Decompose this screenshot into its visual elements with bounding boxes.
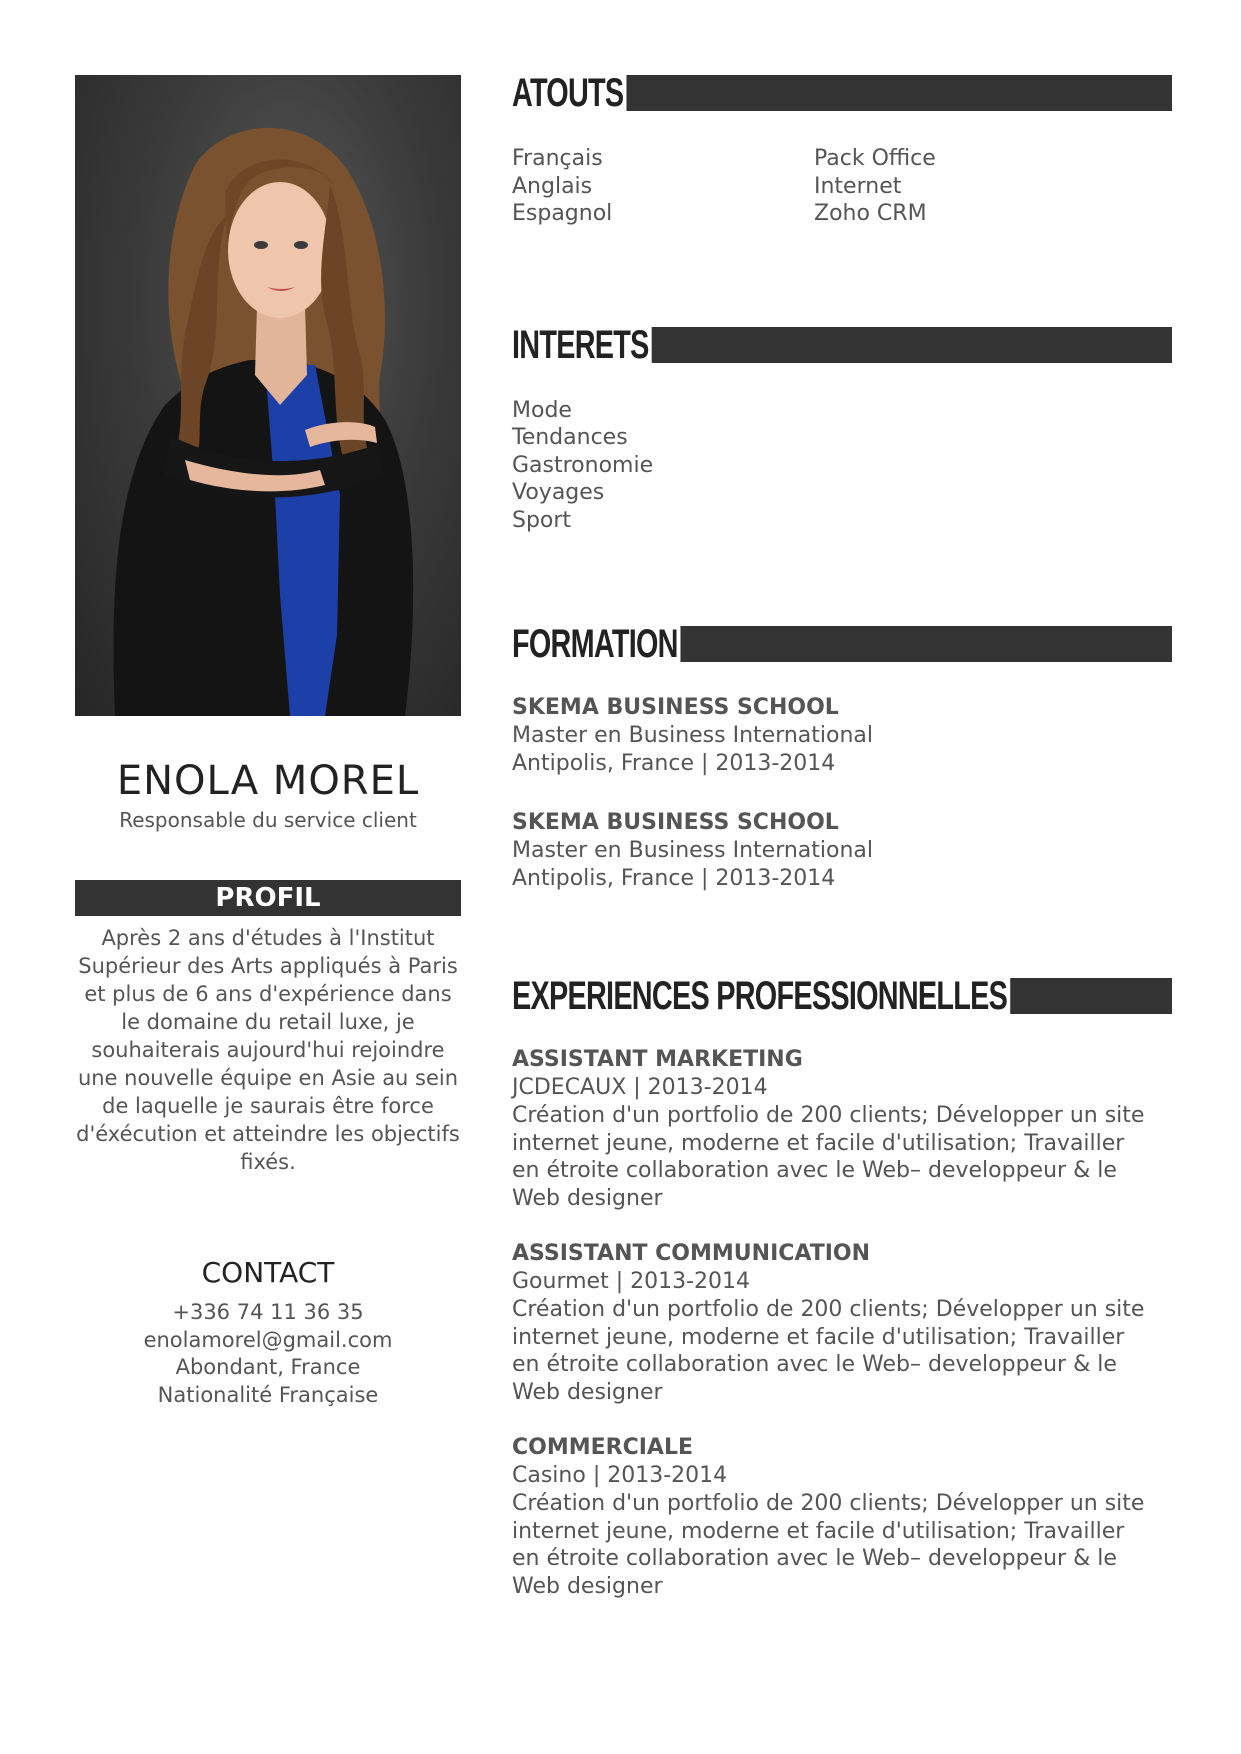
- right-column: [512, 71, 1172, 1600]
- role-title: ASSISTANT MARKETING: [512, 1047, 803, 1072]
- person-name: ENOLA MOREL: [116, 758, 420, 804]
- company-date: Casino | 2013-2014: [512, 1463, 728, 1488]
- formation-entry: [512, 809, 1172, 893]
- experience-entry: [512, 1046, 1172, 1212]
- tools-list: [814, 145, 1116, 228]
- atouts-heading: ATOUTS: [512, 71, 626, 115]
- company-date: Gourmet | 2013-2014: [512, 1269, 751, 1294]
- contact-email: enolamorel@gmail.com: [143, 1327, 393, 1352]
- profile-photo: [75, 75, 461, 716]
- role-description: Création d'un portfolio de 200 clients; Développer un site internet jeune, moderne et facile d'utilisation; Travailler en étroite collaboration avec le Web– developpeur & le Web designer: [512, 1491, 1145, 1599]
- role-description: Création d'un portfolio de 200 clients; Développer un site internet jeune, moderne et facile d'utilisation; Travailler en étroite collaboration avec le Web– developpeur & le Web designer: [512, 1297, 1145, 1405]
- profile-heading: PROFIL: [75, 880, 461, 916]
- language-item: Anglais: [512, 173, 593, 199]
- school-name: SKEMA BUSINESS SCHOOL: [512, 810, 839, 835]
- contact-nationality: Nationalité Française: [157, 1382, 379, 1407]
- language-item: Français: [512, 146, 603, 171]
- atouts-section-header: [512, 71, 1172, 115]
- interet-item: Sport: [512, 507, 572, 533]
- experiences-heading: EXPERIENCES PROFESSIONNELLES: [512, 974, 1010, 1018]
- interets-list: [512, 397, 1172, 535]
- degree: Master en Business International: [512, 723, 874, 748]
- contact-phone: +336 74 11 36 35: [172, 1300, 364, 1324]
- formation-section-header: [512, 622, 1172, 666]
- company-date: JCDECAUX | 2013-2014: [512, 1075, 768, 1100]
- interets-section-header: [512, 322, 1172, 367]
- languages-list: [512, 145, 814, 228]
- experience-entry: [512, 1434, 1172, 1600]
- portrait-illustration: [75, 75, 461, 716]
- contact-details: [75, 1299, 461, 1409]
- school-name: SKEMA BUSINESS SCHOOL: [512, 695, 839, 720]
- place-date: Antipolis, France | 2013-2014: [512, 866, 836, 891]
- experiences-section-header: [512, 974, 1172, 1018]
- tool-item: Pack Office: [814, 146, 936, 171]
- role-title: ASSISTANT COMMUNICATION: [512, 1241, 871, 1266]
- atouts-columns: [512, 145, 1172, 228]
- job-title: Responsable du service client: [119, 808, 417, 832]
- formation-heading: FORMATION: [512, 622, 681, 666]
- language-item: Espagnol: [512, 201, 613, 226]
- interet-item: Tendances: [512, 425, 628, 450]
- interet-item: Gastronomie: [512, 452, 654, 478]
- role-title: COMMERCIALE: [512, 1435, 694, 1460]
- interet-item: Mode: [512, 397, 572, 423]
- formation-entry: [512, 694, 1172, 778]
- interet-item: Voyages: [512, 480, 605, 505]
- degree: Master en Business International: [512, 838, 874, 863]
- left-column: [75, 75, 461, 1409]
- experience-entry: [512, 1240, 1172, 1406]
- tool-item: Zoho CRM: [814, 201, 927, 226]
- contact-location: Abondant, France: [175, 1355, 361, 1379]
- contact-heading: CONTACT: [201, 1256, 335, 1289]
- tool-item: Internet: [814, 173, 902, 199]
- interets-heading: INTERETS: [512, 323, 652, 367]
- place-date: Antipolis, France | 2013-2014: [512, 751, 836, 776]
- profile-text: Après 2 ans d'études à l'Institut Supérieur des Arts appliqués à Paris et plus de 6 ans d'expérience dans le domaine du retail luxe, je souhaiterais aujourd'hui rejoindre une nouvelle équipe en Asie au sein de laquelle je saurais être force d'éxécution et atteindre les objectifs fixés.: [76, 926, 460, 1174]
- role-description: Création d'un portfolio de 200 clients; Développer un site internet jeune, moderne et facile d'utilisation; Travailler en étroite collaboration avec le Web– developpeur & le Web designer: [512, 1103, 1145, 1211]
